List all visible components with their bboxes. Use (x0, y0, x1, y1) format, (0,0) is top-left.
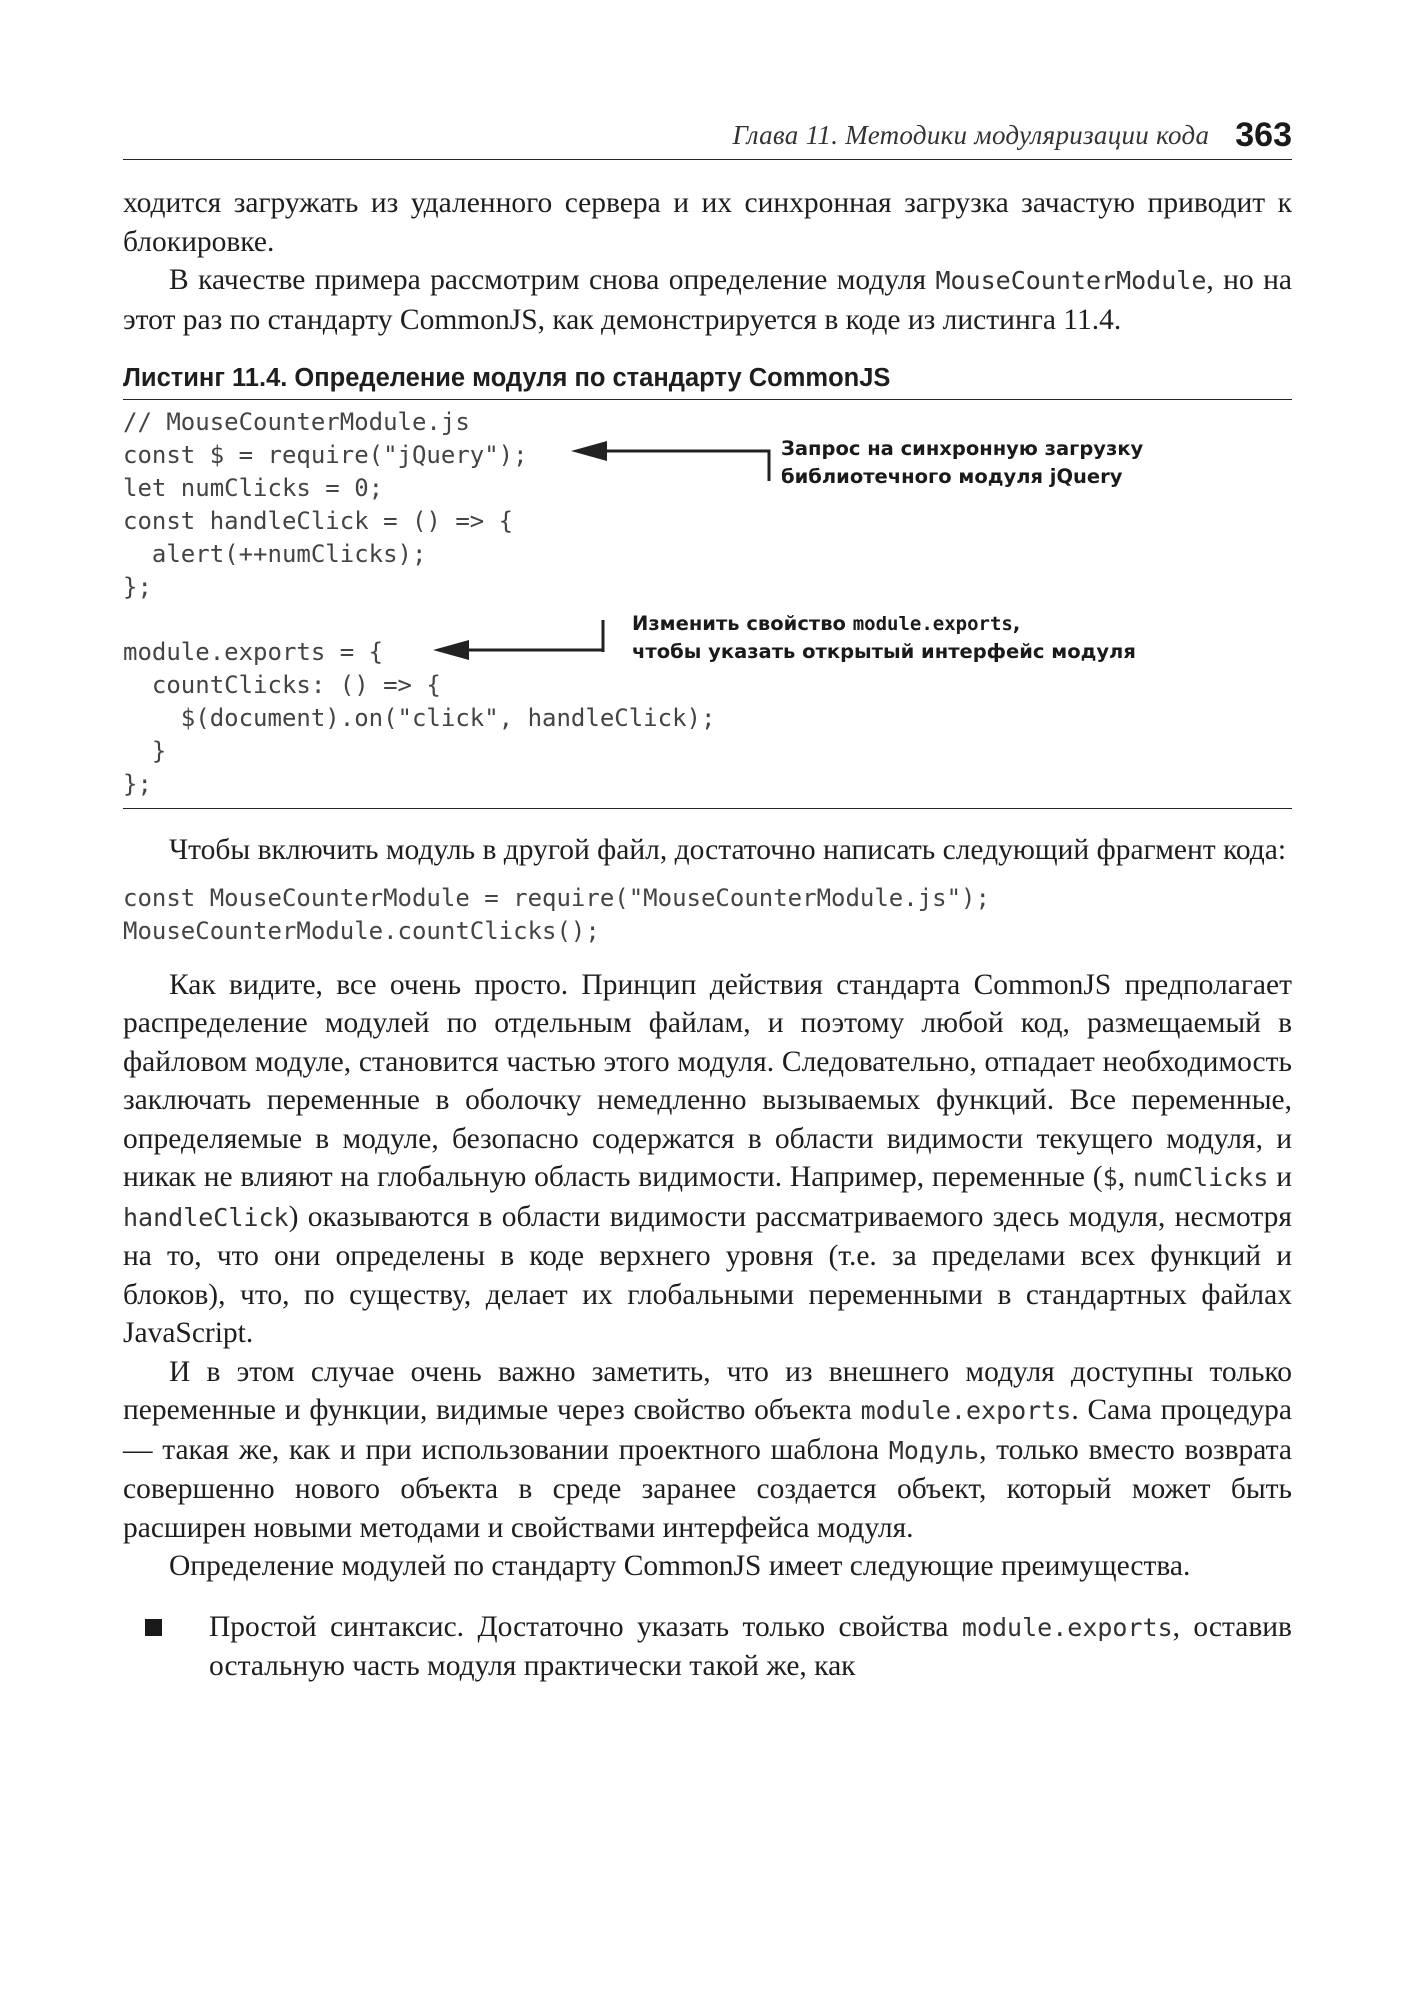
listing-title: Листинг 11.4. Определение модуля по стандарту CommonJS (123, 364, 1292, 400)
running-head (123, 100, 1292, 160)
inline-code-module-exports: module.exports (860, 1396, 1072, 1425)
inline-code-numclicks: numClicks (1132, 1163, 1269, 1192)
annotation-exports-code: module.exports (852, 613, 1013, 635)
paragraph-2-text-a: В качестве примера рассмотрим снова определение модуля (169, 264, 936, 296)
code-line-11: }; (123, 770, 152, 798)
book-page (123, 100, 1292, 1686)
paragraph-4-sep: , (1117, 1161, 1133, 1193)
code-line-8: countClicks: () => { (123, 671, 441, 699)
bullet-inline-code: module.exports (961, 1612, 1173, 1642)
arrow-icon (433, 620, 603, 660)
code-line-1: // MouseCounterModule.js (123, 408, 470, 436)
inline-code-module-name: MouseCounterModule (935, 266, 1207, 295)
paragraph-4-text-b: ) оказываются в области видимости рассматриваемого здесь модуля, несмотря на то, что они определены в коде верхнего уровня (т.е. за пределами всех функций и блоков), что, по существу, делает их глобальными переменными в стандартных файлах JavaScript. (123, 1200, 1292, 1349)
code-listing (123, 400, 1292, 809)
snippet-line-2: MouseCounterModule.countClicks(); (123, 916, 600, 945)
annotation-exports-suffix: , (1012, 612, 1021, 635)
bullet-square-icon (145, 1619, 162, 1636)
code-line-6: }; (123, 573, 152, 601)
paragraph-5-text-a: И в этом случае очень важно заметить, что из внешнего модуля доступны только переменные и функции, видимые через свойство объекта (123, 1355, 1292, 1426)
code-line-2: const $ = require("jQuery"); (123, 441, 528, 469)
chapter-title: Глава 11. Методики модуляризации кода (732, 120, 1210, 150)
paragraph-5-text-c: , только вместо возврата совершенно нового объекта в среде заранее создается объект, который может быть расширен новыми методами и свойствами интерфейса модуля. (123, 1433, 1292, 1544)
annotation-require (781, 435, 1143, 491)
annotation-exports-line2: чтобы указать открытый интерфейс модуля (632, 640, 1136, 663)
snippet-line-1: const MouseCounterModule = require("MouseCounterModule.js"); (123, 883, 990, 912)
code-line-7: module.exports = { (123, 638, 384, 666)
paragraph-2-text-b: , но на этот раз по стандарту CommonJS, как демонстрируется в коде из листинга 11.4. (123, 264, 1292, 336)
annotation-exports-line1 (632, 610, 1136, 638)
code-snippet (123, 884, 1292, 954)
inline-code-module-pattern: Модуль (888, 1435, 980, 1465)
page-number: 363 (1235, 116, 1292, 154)
paragraph-4 (123, 966, 1292, 1353)
paragraph-2 (123, 261, 1292, 339)
paragraph-3: Чтобы включить модуль в другой файл, достаточно написать следующий фрагмент кода: (169, 834, 1287, 866)
paragraph-4-and: и (1268, 1161, 1292, 1193)
bullet-text-a: Достаточно указать только свойства (464, 1610, 962, 1643)
code-line-3: let numClicks = 0; (123, 474, 384, 502)
inline-code-handleclick: handleClick (123, 1202, 289, 1232)
inline-code-dollar: $ (1102, 1163, 1118, 1192)
bullet-lead: Простой синтаксис. (209, 1610, 465, 1643)
bullet-text-b: , оставив остальную часть модуля практически такой же, как (209, 1610, 1292, 1682)
code-line-5: alert(++numClicks); (123, 540, 427, 568)
annotation-exports (632, 610, 1136, 666)
annotation-require-line2: библиотечного модуля jQuery (781, 465, 1123, 488)
paragraph-1: ходится загружать из удаленного сервера и их синхронная загрузка зачастую приводит к блокировке. (123, 187, 1292, 258)
code-line-4: const handleClick = () => { (123, 507, 514, 535)
paragraph-5-text-b: . Сама процедура — такая же, как и при использовании проектного шаблона (123, 1394, 1293, 1466)
annotation-exports-prefix: Изменить свойство (632, 612, 853, 635)
code-line-9: $(document).on("click", handleClick); (123, 704, 716, 732)
paragraph-4-text-a: Как видите, все очень просто. Принцип действия стандарта CommonJS предполагает распределение модулей по отдельным файлам, и поэтому любой код, размещаемый в файловом модуле, становится частью этого модуля. Следовательно, отпадает необходимость заключать переменные в оболочку немедленно вызываемых функций. Все переменные, определяемые в модуле, безопасно содержатся в области видимости текущего модуля, и никак не влияют на глобальную область видимости. Например, переменные ( (123, 968, 1292, 1193)
annotation-require-line1: Запрос на синхронную загрузку (781, 437, 1144, 460)
paragraph-6: Определение модулей по стандарту CommonJS имеет следующие преимущества. (169, 1550, 1191, 1582)
paragraph-5 (123, 1353, 1292, 1548)
code-line-10: } (123, 737, 167, 765)
arrow-icon (571, 441, 769, 481)
bullet-item (123, 1608, 1292, 1686)
